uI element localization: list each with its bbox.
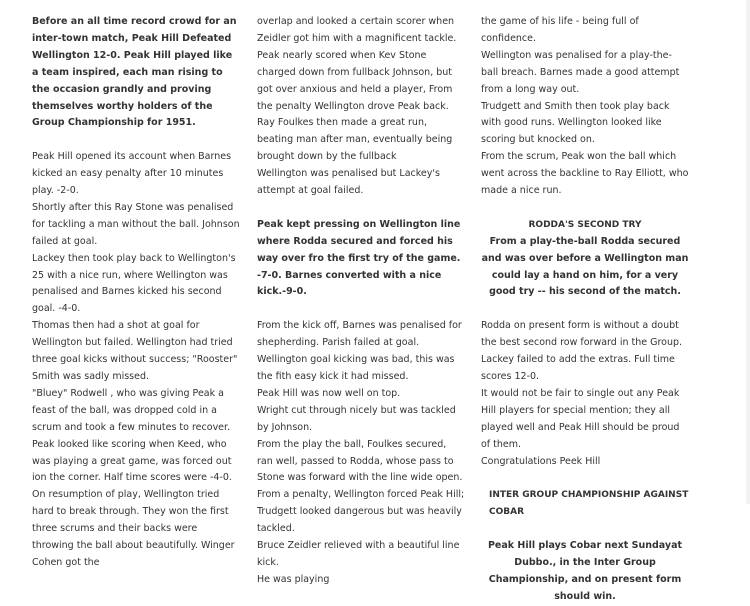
body-paragraph: Thomas then had a shot at goal for Wellington but failed. Wellington had tried three goal kicks without success; "Rooster" Smith was sadly missed. xyxy=(32,320,238,383)
body-paragraph: Peak Hill was now well on top. xyxy=(257,387,401,399)
body-paragraph: Peak Hill opened its account when Barnes kicked an easy penalty after 10 minutes play. -2-0. xyxy=(32,151,232,197)
body-paragraph: overlap and looked a certain scorer when Zeidler got him with a magnificent tackle. xyxy=(257,16,457,44)
spacer xyxy=(481,200,689,217)
body-paragraph: On resumption of play, Wellington tried hard to break through. They won the first three scrums and their backs were throwing the ball about beautifully. Winger Cohen got the xyxy=(32,489,235,568)
body-paragraph: From the scrum, Peak won the ball which went across the backline to Ray Elliott, who made a nice run. xyxy=(481,151,689,197)
body-paragraph: Wellington was penalised for a play-the-ball breach. Barnes made a good attempt from a long way out. xyxy=(481,49,680,95)
body-paragraph: Ray Foulkes then made a great run, beating man after man, eventually being brought down by the fullback xyxy=(257,117,453,163)
spacer xyxy=(257,301,465,318)
body-paragraph: "Bluey" Rodwell , who was giving Peak a feast of the ball, was dropped cold in a scrum and took a few minutes to recover. xyxy=(32,387,231,433)
page-edge xyxy=(746,0,750,504)
body-paragraph: Wellington goal kicking was bad, this was the fith easy kick it had missed. xyxy=(257,354,455,382)
body-paragraph: He was playing xyxy=(257,573,330,585)
section-heading-second-try: RODDA'S SECOND TRY xyxy=(528,219,642,230)
body-paragraph: Congratulations Peek Hill xyxy=(481,455,601,467)
body-paragraph: Wright cut through nicely but was tackled by Johnson. xyxy=(257,404,456,433)
section-heading-cobar: INTER GROUP CHAMPIONSHIP AGAINST COBAR xyxy=(489,490,689,518)
body-paragraph: Peak looked like scoring when Keed, who was playing a great game, was forced out ion the corner. Half time scores were -4-0. xyxy=(32,438,232,484)
body-paragraph: Trudgett looked dangerous but was heavily tackled. xyxy=(257,506,462,535)
body-paragraph: From the play the ball, Foulkes secured, ran well, passed to Rodda, whose pass to Stone was forward with the line wide open. xyxy=(257,438,463,484)
centered-bold-paragraph: From a play-the-ball Rodda secured and was over before a Wellington man could lay a hand on him, for a very good try -- his second of the match. xyxy=(481,235,689,298)
spacer xyxy=(481,470,689,487)
final-paragraph: Peak Hill plays Cobar next Sundayat Dubbo., in the Inter Group Championship, and on present form should win. xyxy=(487,540,683,602)
spacer xyxy=(481,301,689,318)
bold-paragraph: Peak kept pressing on Wellington line where Rodda secured and forced his way over fro the first try of the game. -7-0. Barnes converted with a nice kick.-9-0. xyxy=(257,218,461,298)
article-column-1 xyxy=(32,14,240,572)
body-paragraph: Rodda on present form is without a doubt the best second row forward in the Group. Lackey failed to add the extras. Full time scores 12-0. xyxy=(481,320,683,382)
article-column-3 xyxy=(481,14,689,606)
body-paragraph: It would not be fair to single out any Peak Hill players for special mention; they all played well and Peak Hill should be proud of them. xyxy=(481,387,680,450)
spacer xyxy=(32,132,240,149)
body-paragraph: Shortly after this Ray Stone was penalised for tackling a man without the ball. Johnson failed at goal. xyxy=(32,201,240,247)
body-paragraph: the game of his life - being full of confidence. xyxy=(481,16,639,44)
spacer xyxy=(257,200,465,217)
body-paragraph: Lackey then took play back to Wellington's 25 with a nice run, where Wellington was penalised and Barnes kicked his second goal. -4-0. xyxy=(32,252,236,315)
spacer xyxy=(481,521,689,538)
body-paragraph: Wellington was penalised but Lackey's attempt at goal failed. xyxy=(257,168,440,197)
intro-paragraph: Before an all time record crowd for an inter-town match, Peak Hill Defeated Wellington 12-0. Peak Hill played like a team inspired, each man rising to the occasion grandly and proving themselves worthy holders of the Group Championship for 1951. xyxy=(32,16,237,129)
body-paragraph: Peak nearly scored when Kev Stone charged down from fullback Johnson, but got over anxious and held a player, From the penalty Wellington drove Peak back. xyxy=(257,49,453,112)
body-paragraph: Bruce Zeidler relieved with a beautiful line kick. xyxy=(257,540,460,568)
body-paragraph: Trudgett and Smith then took play back with good runs. Wellington looked like scoring but knocked on. xyxy=(481,100,670,146)
body-paragraph: From a penalty, Wellington forced Peak Hill; xyxy=(257,489,465,501)
body-paragraph: From the kick off, Barnes was penalised for shepherding. Parish failed at goal. xyxy=(257,320,462,349)
article-column-2 xyxy=(257,14,465,589)
